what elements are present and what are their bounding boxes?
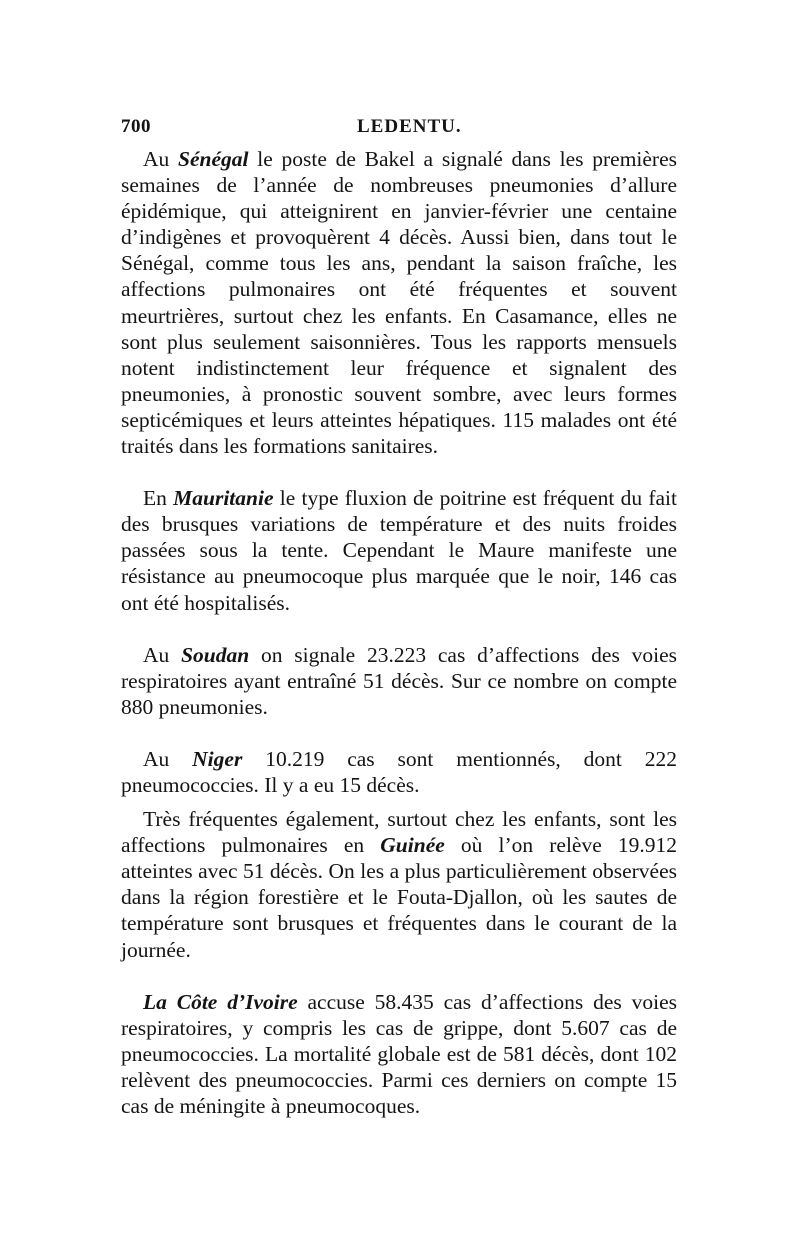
paragraph-text: on signale 23.223 cas d’affections des voies respiratoires ayant entraîné 51 décès. Sur ce nombre on compte 880 pneumonies.	[121, 642, 677, 719]
paragraph-text-before: Très fréquentes également, surtout chez les enfants, sont les affections pulmonaires en	[121, 807, 677, 858]
place-name: Soudan	[181, 642, 250, 667]
paragraph-text: 10.219 cas sont mentionnés, dont 222 pneumococcies. Il y a eu 15 décès.	[121, 746, 677, 797]
paragraph-lead: Au	[143, 147, 179, 171]
page-header	[121, 116, 677, 144]
place-name: Guinée	[380, 833, 445, 858]
paragraph-lead: En	[143, 486, 174, 511]
paragraph-mauritanie	[121, 485, 677, 615]
place-name: La Côte d’Ivoire	[143, 989, 298, 1014]
paragraph-text: où l’on relève 19.912 atteintes avec 51 décès. On les a plus particulièrement observées dans la région forestière et le Fouta-Djallon, où les sautes de température sont brusques et fréquentes dans le courant de la journée.	[121, 833, 677, 962]
paragraph-cote-ivoire	[121, 989, 677, 1119]
paragraph-lead: Au	[143, 746, 193, 771]
page-number: 700	[121, 116, 151, 137]
paragraph-text: le poste de Bakel a signalé dans les premières semaines de l’année de nombreuses pneumonies d’allure épidémique, qui atteignirent en janvier-février une centaine d’indigènes et provoquèrent 4 décès. Aussi bien, dans tout le Sénégal, comme tous les ans, pendant la saison fraîche, les affections pulmonaires ont été fréquentes et souvent meurtrières, surtout chez les enfants. En Casamance, elles ne sont plus seulement saisonnières. Tous les rapports mensuels notent indistinctement leur fréquence et signalent des pneumonies, à pronostic souvent sombre, avec leurs formes septicémiques et leurs atteintes hépatiques. 115 malades ont été traités dans les formations sanitaires.	[121, 147, 678, 459]
paragraph-guinee	[121, 806, 677, 963]
paragraph-text: le type fluxion de poitrine est fréquent du fait des brusques variations de température et des nuits froides passées sous la tente. Cependant le Maure manifeste une résistance au pneumocoque plus marquée que le noir, 146 cas ont été hospitalisés.	[121, 486, 678, 615]
paragraph-niger	[121, 746, 677, 798]
paragraph-soudan	[121, 642, 677, 720]
paragraph-text: accuse 58.435 cas d’affections des voies respiratoires, y compris les cas de grippe, dont 5.607 cas de pneumococcies. La mortalité globale est de 581 décès, dont 102 relèvent des pneumococcies. Parmi ces derniers on compte 15 cas de méningite à pneumocoques.	[121, 989, 677, 1118]
place-name: Sénégal	[178, 147, 249, 171]
paragraph-senegal	[121, 146, 677, 459]
paragraph-lead: Au	[143, 642, 182, 667]
running-head: LEDENTU.	[357, 116, 462, 137]
body-text	[121, 146, 677, 1119]
place-name: Mauritanie	[173, 486, 274, 511]
place-name: Niger	[192, 746, 243, 771]
